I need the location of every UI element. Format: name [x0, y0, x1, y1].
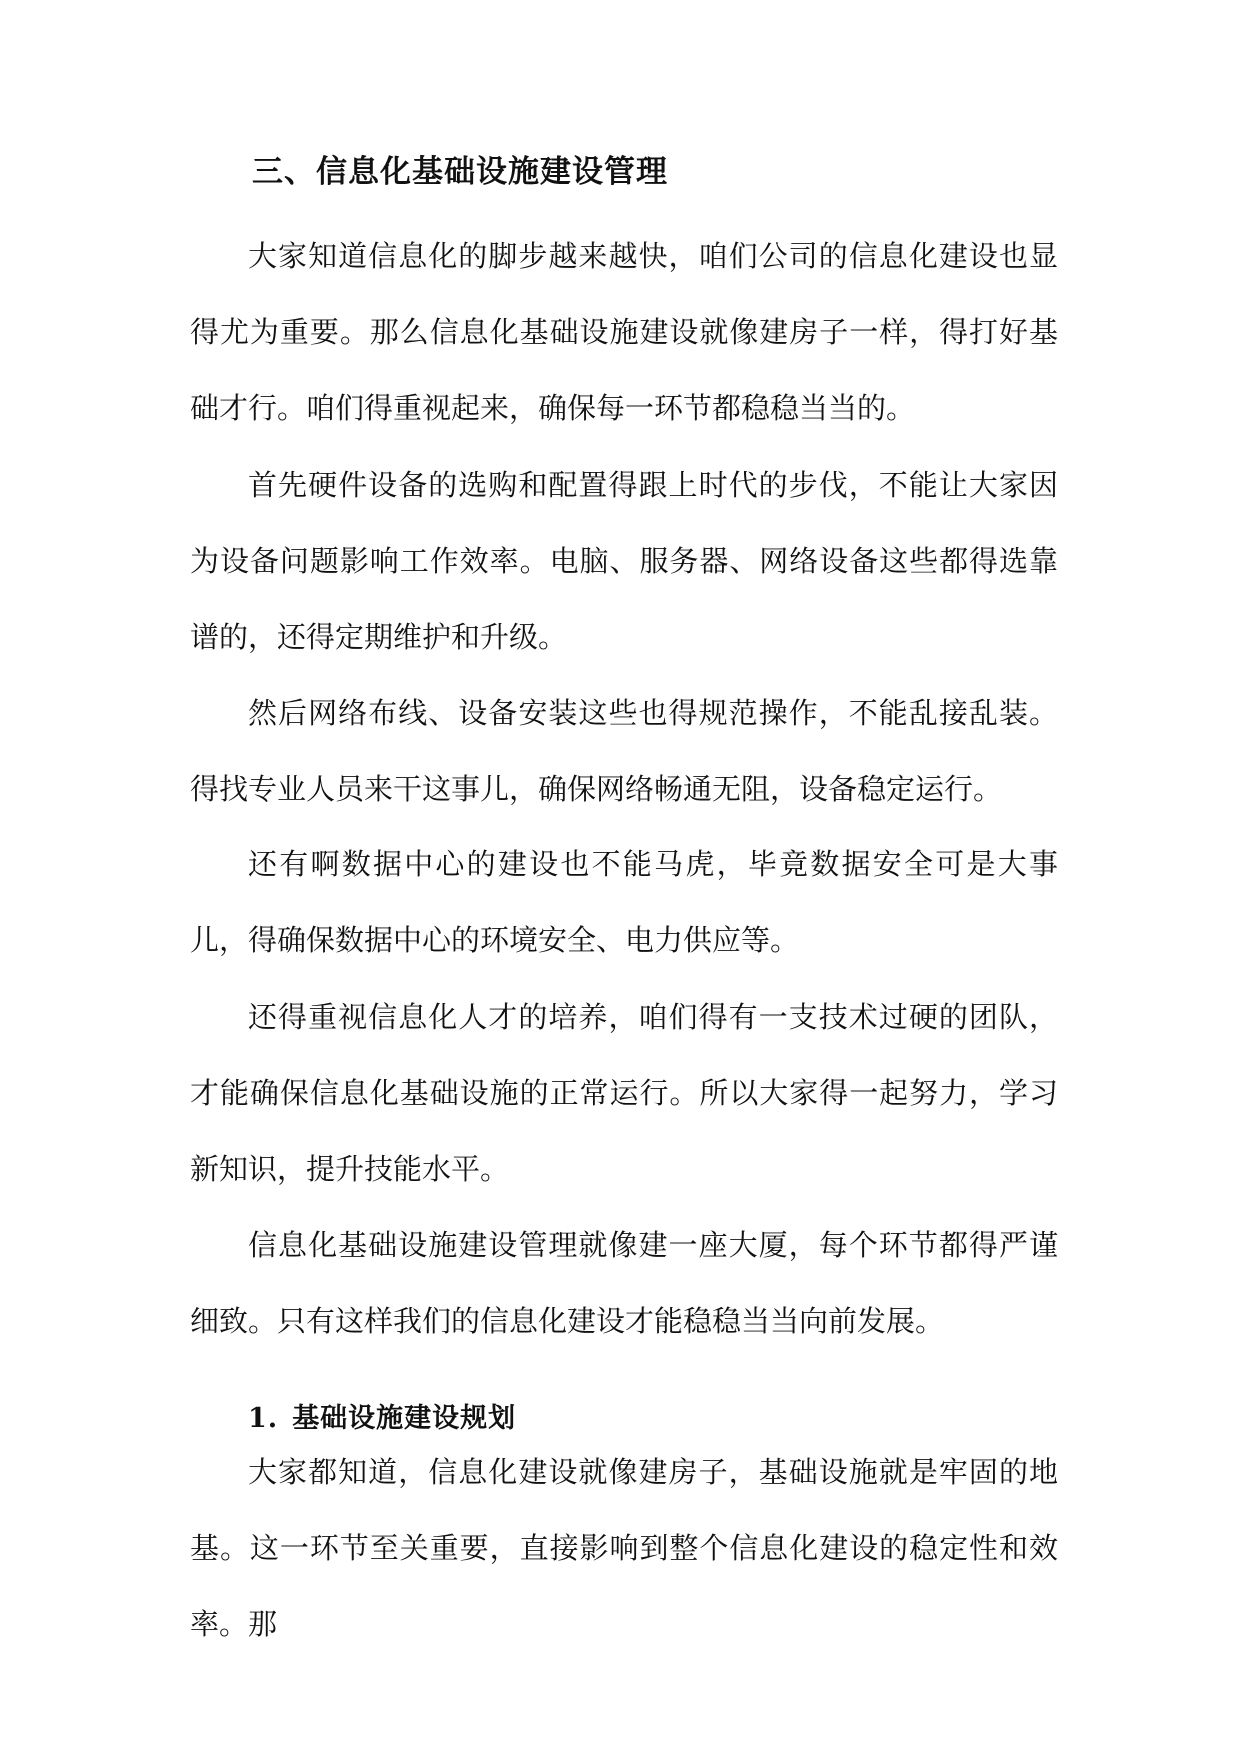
paragraph-hardware: 首先硬件设备的选购和配置得跟上时代的步伐，不能让大家因为设备问题影响工作效率。电脑、服务器、网络设备这些都得选靠谱的，还得定期维护和升级。 — [190, 468, 1058, 654]
subsection-title — [248, 1399, 516, 1439]
paragraph-data-center: 还有啊数据中心的建设也不能马虎，毕竟数据安全可是大事儿，得确保数据中心的环境安全、电力供应等。 — [190, 847, 1058, 957]
paragraph-planning: 大家都知道，信息化建设就像建房子，基础设施就是牢固的地基。这一环节至关重要，直接影响到整个信息化建设的稳定性和效率。那 — [190, 1455, 1058, 1641]
subsection-number: 1. — [248, 1403, 279, 1434]
paragraph-intro: 大家知道信息化的脚步越来越快，咱们公司的信息化建设也显得尤为重要。那么信息化基础设施建设就像建房子一样，得打好基础才行。咱们得重视起来，确保每一环节都稳稳当当的。 — [190, 239, 1058, 425]
paragraph-summary: 信息化基础设施建设管理就像建一座大厦，每个环节都得严谨细致。只有这样我们的信息化建设才能稳稳当当向前发展。 — [190, 1228, 1058, 1338]
subsection-title-text: 基础设施建设规划 — [292, 1403, 517, 1434]
section-title: 三、信息化基础设施建设管理 — [252, 154, 668, 190]
paragraph-talent: 还得重视信息化人才的培养，咱们得有一支技术过硬的团队，才能确保信息化基础设施的正常运行。所以大家得一起努力，学习新知识，提升技能水平。 — [190, 1000, 1058, 1186]
paragraph-network: 然后网络布线、设备安装这些也得规范操作，不能乱接乱装。得找专业人员来干这事儿，确保网络畅通无阻，设备稳定运行。 — [190, 696, 1058, 806]
